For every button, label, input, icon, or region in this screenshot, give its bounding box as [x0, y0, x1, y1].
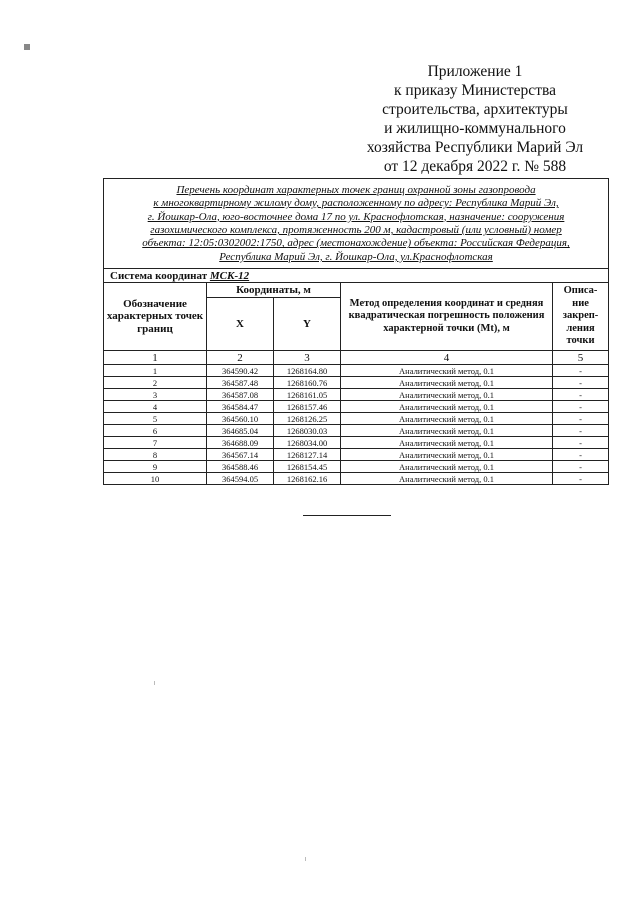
- y-coordinate-cell: 1268161.05: [274, 389, 341, 401]
- table-heading: [104, 179, 609, 269]
- scan-speck: [305, 857, 306, 861]
- method-cell: Аналитический метод, 0.1: [341, 365, 553, 377]
- table-row: [104, 425, 609, 437]
- description-cell: -: [553, 365, 609, 377]
- description-cell: -: [553, 377, 609, 389]
- y-coordinate-cell: 1268034.00: [274, 437, 341, 449]
- table-row: [104, 449, 609, 461]
- table-row: [104, 401, 609, 413]
- y-coordinate-cell: 1268127.14: [274, 449, 341, 461]
- point-number-cell: 2: [104, 377, 207, 389]
- column-number: 1: [104, 351, 207, 365]
- header-y: Y: [274, 298, 341, 351]
- description-cell: -: [553, 473, 609, 485]
- header-row: [104, 283, 609, 298]
- y-coordinate-cell: 1268030.03: [274, 425, 341, 437]
- x-coordinate-cell: 364590.42: [207, 365, 274, 377]
- method-cell: Аналитический метод, 0.1: [341, 461, 553, 473]
- point-number-cell: 5: [104, 413, 207, 425]
- method-cell: Аналитический метод, 0.1: [341, 437, 553, 449]
- column-number: 4: [341, 351, 553, 365]
- coordinate-system-name: МСК-12: [209, 269, 250, 282]
- header-x: X: [207, 298, 274, 351]
- appendix-line: Приложение 1: [427, 63, 523, 80]
- method-cell: Аналитический метод, 0.1: [341, 377, 553, 389]
- appendix-line: строительства, архитектуры: [382, 101, 568, 118]
- table-row: [104, 389, 609, 401]
- header-designation: Обозначение характерных точек границ: [104, 283, 207, 351]
- column-number: 5: [553, 351, 609, 365]
- point-number-cell: 7: [104, 437, 207, 449]
- x-coordinate-cell: 364584.47: [207, 401, 274, 413]
- x-coordinate-cell: 364588.46: [207, 461, 274, 473]
- column-number: 3: [274, 351, 341, 365]
- table-row: [104, 473, 609, 485]
- appendix-block: [330, 62, 620, 176]
- appendix-line: и жилищно-коммунального: [384, 120, 566, 137]
- table-row: [104, 461, 609, 473]
- signature-line: [303, 515, 391, 516]
- x-coordinate-cell: 364567.14: [207, 449, 274, 461]
- point-number-cell: 9: [104, 461, 207, 473]
- x-coordinate-cell: 364685.04: [207, 425, 274, 437]
- method-cell: Аналитический метод, 0.1: [341, 413, 553, 425]
- header-coordinates: Координаты, м: [207, 283, 341, 298]
- point-number-cell: 3: [104, 389, 207, 401]
- description-cell: -: [553, 389, 609, 401]
- point-number-cell: 6: [104, 425, 207, 437]
- description-cell: -: [553, 449, 609, 461]
- header-method: Метод определения координат и средняя квадратическая погрешность положения характерной точки (Mt), м: [341, 283, 553, 351]
- x-coordinate-cell: 364594.05: [207, 473, 274, 485]
- heading-line: Перечень координат характерных точек границ охранной зоны газопровода: [176, 183, 536, 196]
- header-description: Описа-ние закреп-ления точки: [553, 283, 609, 351]
- description-cell: -: [553, 437, 609, 449]
- heading-line: к многоквартирному жилому дому, расположенному по адресу: Республика Марий Эл,: [153, 197, 559, 210]
- point-number-cell: 8: [104, 449, 207, 461]
- x-coordinate-cell: 364587.48: [207, 377, 274, 389]
- heading-line: Республика Марий Эл, г. Йошкар-Ола, ул.Краснофлотская: [219, 250, 493, 263]
- heading-line: объекта: 12:05:0302002:1750, адрес (местонахождение) объекта: Российская Федерация,: [142, 237, 570, 250]
- coordinates-table: [103, 178, 609, 485]
- method-cell: Аналитический метод, 0.1: [341, 401, 553, 413]
- appendix-line: к приказу Министерства: [394, 82, 556, 99]
- table-row: [104, 437, 609, 449]
- y-coordinate-cell: 1268164.80: [274, 365, 341, 377]
- y-coordinate-cell: 1268162.16: [274, 473, 341, 485]
- column-number-row: [104, 351, 609, 365]
- description-cell: -: [553, 425, 609, 437]
- y-coordinate-cell: 1268157.46: [274, 401, 341, 413]
- appendix-line: хозяйства Республики Марий Эл: [366, 139, 584, 156]
- x-coordinate-cell: 364688.09: [207, 437, 274, 449]
- scan-speck: [154, 681, 155, 685]
- description-cell: -: [553, 401, 609, 413]
- table-row: [104, 377, 609, 389]
- method-cell: Аналитический метод, 0.1: [341, 473, 553, 485]
- x-coordinate-cell: 364560.10: [207, 413, 274, 425]
- method-cell: Аналитический метод, 0.1: [341, 449, 553, 461]
- table-heading-row: [104, 179, 609, 269]
- description-cell: -: [553, 461, 609, 473]
- coordinate-system-label: Система координат: [110, 269, 208, 282]
- table-row: [104, 413, 609, 425]
- point-number-cell: 1: [104, 365, 207, 377]
- method-cell: Аналитический метод, 0.1: [341, 389, 553, 401]
- heading-line: г. Йошкар-Ола, юго-восточнее дома 17 по ул. Краснофлотская, назначение: сооружения: [147, 210, 565, 223]
- coordinate-system-cell: [104, 269, 609, 283]
- point-number-cell: 10: [104, 473, 207, 485]
- point-number-cell: 4: [104, 401, 207, 413]
- y-coordinate-cell: 1268154.45: [274, 461, 341, 473]
- appendix-line: от 12 декабря 2022 г. № 588: [383, 158, 567, 175]
- method-cell: Аналитический метод, 0.1: [341, 425, 553, 437]
- y-coordinate-cell: 1268160.76: [274, 377, 341, 389]
- x-coordinate-cell: 364587.08: [207, 389, 274, 401]
- scan-mark: [24, 44, 30, 50]
- y-coordinate-cell: 1268126.25: [274, 413, 341, 425]
- table-row: [104, 365, 609, 377]
- heading-line: газохимического комплекса, протяженность 200 м, кадастровый (или условный) номер: [150, 224, 562, 236]
- column-number: 2: [207, 351, 274, 365]
- description-cell: -: [553, 413, 609, 425]
- coordinate-system-row: [104, 269, 609, 283]
